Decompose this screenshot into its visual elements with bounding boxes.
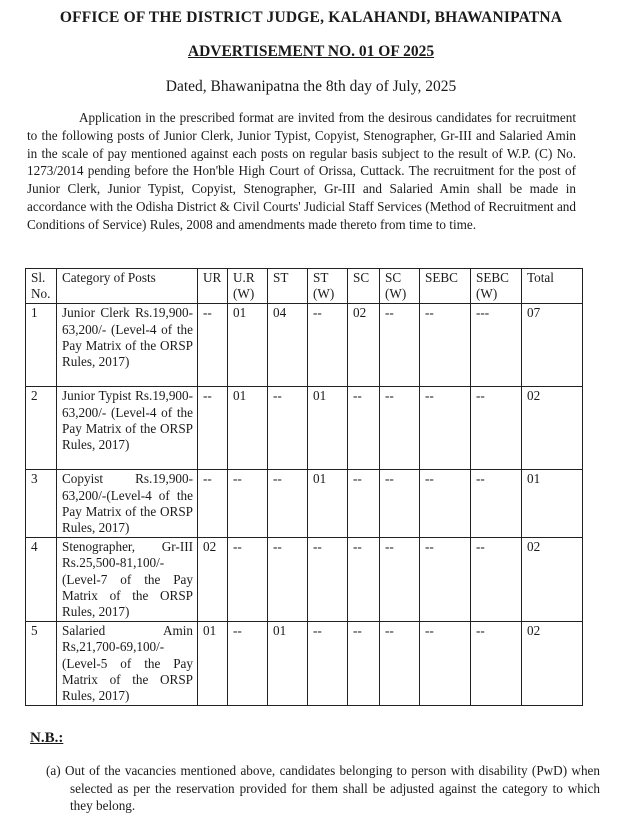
cell-sl: 4 [26, 538, 57, 622]
cell-sc-w: -- [380, 304, 420, 387]
cell-ur-w: 01 [228, 387, 268, 470]
cell-sl: 2 [26, 387, 57, 470]
cell-sebc-w: -- [471, 538, 522, 622]
cell-ur: -- [198, 387, 228, 470]
table-row [26, 622, 583, 706]
table-header-row [26, 269, 583, 304]
cell-st: -- [268, 470, 308, 538]
cell-st-w: -- [308, 622, 348, 706]
dated-line: Dated, Bhawanipatna the 8th day of July, 2025 [165, 78, 457, 95]
cell-sebc: -- [420, 538, 471, 622]
cell-total: 07 [522, 304, 583, 387]
cell-sc-w: -- [380, 622, 420, 706]
header-st-w: ST (W) [308, 269, 348, 304]
cell-total: 02 [522, 538, 583, 622]
header-sebc: SEBC [420, 269, 471, 304]
cell-sebc: -- [420, 304, 471, 387]
cell-ur: -- [198, 470, 228, 538]
cell-category: Copyist Rs.19,900-63,200/-(Level-4 of the Pay Matrix of the ORSP Rules, 2017) [57, 470, 198, 538]
cell-sebc-w: -- [471, 387, 522, 470]
cell-category: Junior Clerk Rs.19,900-63,200/- (Level-4 of the Pay Matrix of the ORSP Rules, 2017) [57, 304, 198, 387]
header-ur: UR [198, 269, 228, 304]
cell-total: 01 [522, 470, 583, 538]
cell-ur: -- [198, 304, 228, 387]
cell-ur-w: -- [228, 538, 268, 622]
cell-sebc-w: -- [471, 622, 522, 706]
header-sl: Sl. No. [26, 269, 57, 304]
table-row [26, 470, 583, 538]
cell-st: -- [268, 387, 308, 470]
cell-st: 01 [268, 622, 308, 706]
cell-st-w: 01 [308, 387, 348, 470]
cell-st-w: -- [308, 304, 348, 387]
cell-ur-w: -- [228, 622, 268, 706]
cell-st-w: 01 [308, 470, 348, 538]
cell-sebc-w: --- [471, 304, 522, 387]
table-row [26, 387, 583, 470]
header-total: Total [522, 269, 583, 304]
cell-ur-w: 01 [228, 304, 268, 387]
nb-label: N.B.: [30, 730, 64, 746]
cell-sl: 1 [26, 304, 57, 387]
header-sc-w: SC (W) [380, 269, 420, 304]
office-title: OFFICE OF THE DISTRICT JUDGE, KALAHANDI, BHAWANIPATNA [59, 9, 563, 26]
cell-ur: 02 [198, 538, 228, 622]
cell-category: Salaried Amin Rs,21,700-69,100/- (Level-5 of the Pay Matrix of the ORSP Rules, 2017) [57, 622, 198, 706]
posts-table [25, 268, 583, 706]
nb-note-a: (a) Out of the vacancies mentioned above, candidates belonging to person with disability (PwD) when selected as per the reservation provided for them shall be adjusted against the category to which they belong. [46, 763, 600, 814]
cell-sc: -- [348, 622, 380, 706]
table-row [26, 538, 583, 622]
header-ur-w: U.R (W) [228, 269, 268, 304]
header-st: ST [268, 269, 308, 304]
intro-paragraph: Application in the prescribed format are invited from the desirous candidates for recruitment to the following posts of Junior Clerk, Junior Typist, Copyist, Stenographer, Gr-III and Salaried Amin in the scale of pay mentioned against each posts on regular basis subject to the result of W.P. (C) No. 1273/2014 pending before the Hon'ble High Court of Orissa, Cuttack. The recruitment for the post of Junior Clerk, Junior Typist, Copyist, Stenographer, Gr-III and Salaried Amin shall be made in accordance with the Odisha District & Civil Courts' Judicial Staff Services (Method of Recruitment and Conditions of Service) Rules, 2008 and amendments made thereto from time to time. [27, 110, 576, 232]
cell-sebc: -- [420, 387, 471, 470]
cell-sc-w: -- [380, 470, 420, 538]
cell-st: 04 [268, 304, 308, 387]
cell-sc-w: -- [380, 538, 420, 622]
cell-category: Stenographer, Gr-III Rs.25,500-81,100/- (Level-7 of the Pay Matrix of the ORSP Rules, 2017) [57, 538, 198, 622]
cell-ur: 01 [198, 622, 228, 706]
header-category: Category of Posts [57, 269, 198, 304]
cell-sc: 02 [348, 304, 380, 387]
cell-sebc-w: -- [471, 470, 522, 538]
cell-sc: -- [348, 470, 380, 538]
cell-sc: -- [348, 538, 380, 622]
cell-sebc: -- [420, 470, 471, 538]
cell-category: Junior Typist Rs.19,900-63,200/- (Level-4 of the Pay Matrix of the ORSP Rules, 2017) [57, 387, 198, 470]
table-row [26, 304, 583, 387]
advertisement-title: ADVERTISEMENT NO. 01 OF 2025 [187, 43, 435, 60]
cell-ur-w: -- [228, 470, 268, 538]
cell-sebc: -- [420, 622, 471, 706]
cell-st: -- [268, 538, 308, 622]
cell-st-w: -- [308, 538, 348, 622]
cell-sl: 5 [26, 622, 57, 706]
cell-sc: -- [348, 387, 380, 470]
cell-total: 02 [522, 387, 583, 470]
header-sc: SC [348, 269, 380, 304]
cell-sc-w: -- [380, 387, 420, 470]
cell-total: 02 [522, 622, 583, 706]
cell-sl: 3 [26, 470, 57, 538]
header-sebc-w: SEBC (W) [471, 269, 522, 304]
